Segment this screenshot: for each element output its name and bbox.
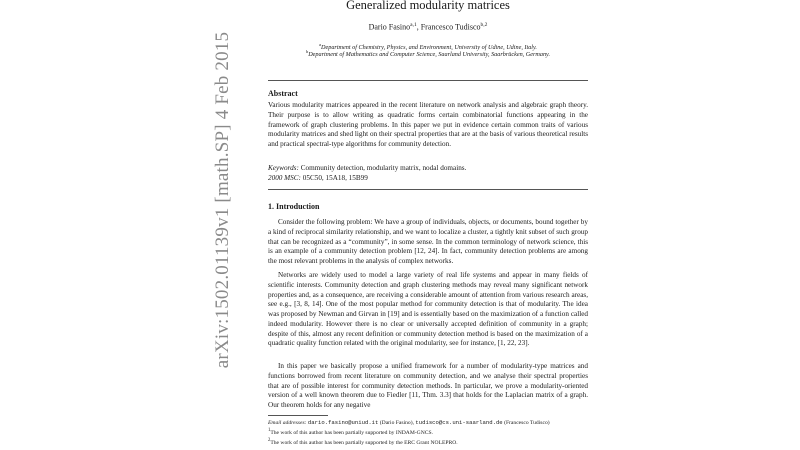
msc-text: 05C50, 15A18, 15B99 [302,174,368,182]
footnote-text: The work of this author has been partially supported by INDAM-GNCS. [270,430,433,437]
footnote-text: The work of this author has been partially supported by the ERC Grant NOLEPRO. [270,440,458,447]
bottom-rule [268,189,588,190]
author-line [268,22,588,32]
funding-footnote [268,437,588,447]
arxiv-side-stamp [213,20,233,380]
author-separator: , [416,22,421,32]
keywords-line [268,164,588,174]
paper-title: Generalized modularity matrices [346,0,510,12]
email-label: Email addresses: [268,420,307,426]
email-footnote [268,419,588,427]
footnote-marker: 2 [268,438,271,444]
affiliation-text: Department of Mathematics and Computer Science, Saarland University, Saarbrücken, Germany. [308,51,551,59]
footnote-marker: 1 [268,428,271,434]
author-superscript: b,2 [480,22,488,28]
intro-paragraph-2: Networks are widely used to model a large variety of real life systems and appear in many fields of scientific interests. Community detection and graph clustering methods may reveal many significant network properties and, as a consequence, are receiving a considerable amount of attention from various research areas, see e.g., [3, 8, 14]. One of the most popular method for community detection is that of modularity. The idea was proposed by Newman and Girvan in [19] and is essentially based on the maximization of a function called indeed modularity. However there is no clear or universally accepted definition of community in a graph; despite of this, almost any recent definition or community detection method is based on the maximization of a quadratic quality function related with the original modularity, see for instance, [1, 22, 23]. [268,271,588,348]
email-address[interactable]: tudisco@cs.uni-saarland.de [415,419,503,426]
funding-footnote [268,427,588,437]
email-owner: (Francesco Tudisco) [504,420,550,426]
section-heading: 1. Introduction [268,202,320,211]
affiliation [268,48,588,59]
footnotes [268,419,588,447]
email-owner: (Dario Fasino), [379,420,414,426]
affiliation-text: Department of Chemistry, Physics, and Environment, University of Udine, Udine, Italy. [321,44,537,52]
msc-line [268,174,588,184]
author-superscript: a,1 [410,22,417,28]
top-rule [268,80,588,81]
keywords-label: Keywords: [268,164,299,172]
email-address[interactable]: dario.fasino@uniud.it [307,419,379,426]
keywords-text: Community detection, modularity matrix, nodal domains. [300,164,467,172]
affiliation-marker: b [305,49,309,54]
intro-paragraph-3: In this paper we basically propose a unified framework for a number of modularity-type matrices and functions borrowed from recent literature on community detection, and we analyse their spectral properties that are of possible interest for community detection methods. In particular, we prove a modularity-oriented version of a well known theorem due to Fiedler [11, Thm. 3.3] that holds for the Laplacian matrix of a graph. Our theorem holds for any negative [268,362,588,409]
author-name: Dario Fasino [368,22,411,32]
author-name: Francesco Tudisco [420,22,481,32]
footnote-rule [268,415,328,416]
abstract-heading: Abstract [268,89,298,98]
affiliation-marker: a [319,42,322,47]
intro-paragraph-1: Consider the following problem: We have a group of individuals, objects, or documents, bound together by a kind of reciprocal similarity relationship, and we want to localize a cluster, a tightly knit subset of such group that can be recognized as a “community”, in some sense. In the common terminology of network science, this is an example of a community detection problem [12, 24]. In fact, community detection problems are among the most relevant problems in the analysis of complex networks. [268,218,588,265]
abstract-text: Various modularity matrices appeared in the recent literature on network analysis and algebraic graph theory. Their purpose is to allow writing as quadratic forms certain combinatorial functions appearing in the framework of graph clustering problems. In this paper we put in evidence certain common traits of various modularity matrices and shed light on their spectral properties that are at the basis of various theoretical results and practical spectral-type algorithms for community detection. [268,101,588,148]
arxiv-identifier: arXiv:1502.01139v1 [math.SP] 4 Feb 2015 [212,31,233,369]
msc-label: 2000 MSC: [268,174,301,182]
